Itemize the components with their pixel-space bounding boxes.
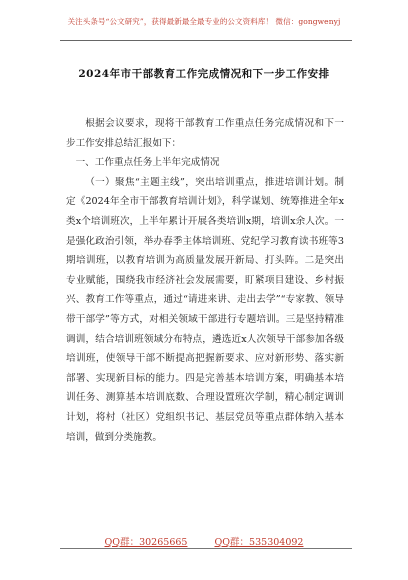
header-promo-note: 关注头条号“公文研究”，获得最新最全最专业的公文资料库！ 微信：gongwenyj <box>67 17 341 26</box>
header-divider <box>60 40 352 41</box>
document-title: 2024年市干部教育工作完成情况和下一步工作安排 <box>78 68 330 80</box>
footer-qq-group-1: QQ群：30265665 <box>104 537 188 548</box>
intro-paragraph: 根据会议要求，现将干部教育工作重点任务完成情况和下一步工作安排总结汇报如下： <box>66 118 344 149</box>
footer-contact <box>0 534 408 548</box>
section-heading: 一、工作重点任务上半年完成情况 <box>75 157 220 169</box>
footer-qq-group-2: QQ群：535304092 <box>214 537 304 548</box>
body-paragraph-1: （一）聚焦“主题主线”，突出培训重点，推进培训计划。制定《2024年全市干部教育培训计划》，科学谋划、统筹推进全年x类x个培训班次，上半年累计开展各类培训x期，培训x余人次。一是强化政治引领，举办春季主体培训班、党纪学习教育读书班等3期培训班，以教育培训为高质量发展开新局、打头阵。二是突出专业赋能，围绕我市经济社会发展需要，盯紧项目建设、乡村振兴、教育工作等重点，通过“请进来讲、走出去学”“专家教、领导带干部学”等方式，对相关领域干部进行专题培训。三是坚持精准调训，结合培训班领域分布特点，遴选近x人次领导干部参加各级培训班，使领导干部不断提高把握新要求、应对新形势、落实新部署、实现新目标的能力。四是完善基本培训方案，明确基本培训任务、测算基本培训底数、合理设置班次学制，精心制定调训计划，将村（社区）党组织书记、基层党员等重点群体纳入基本培训，做到分类施教。 <box>66 176 344 443</box>
footer-divider <box>60 548 352 549</box>
document-body <box>66 114 344 447</box>
